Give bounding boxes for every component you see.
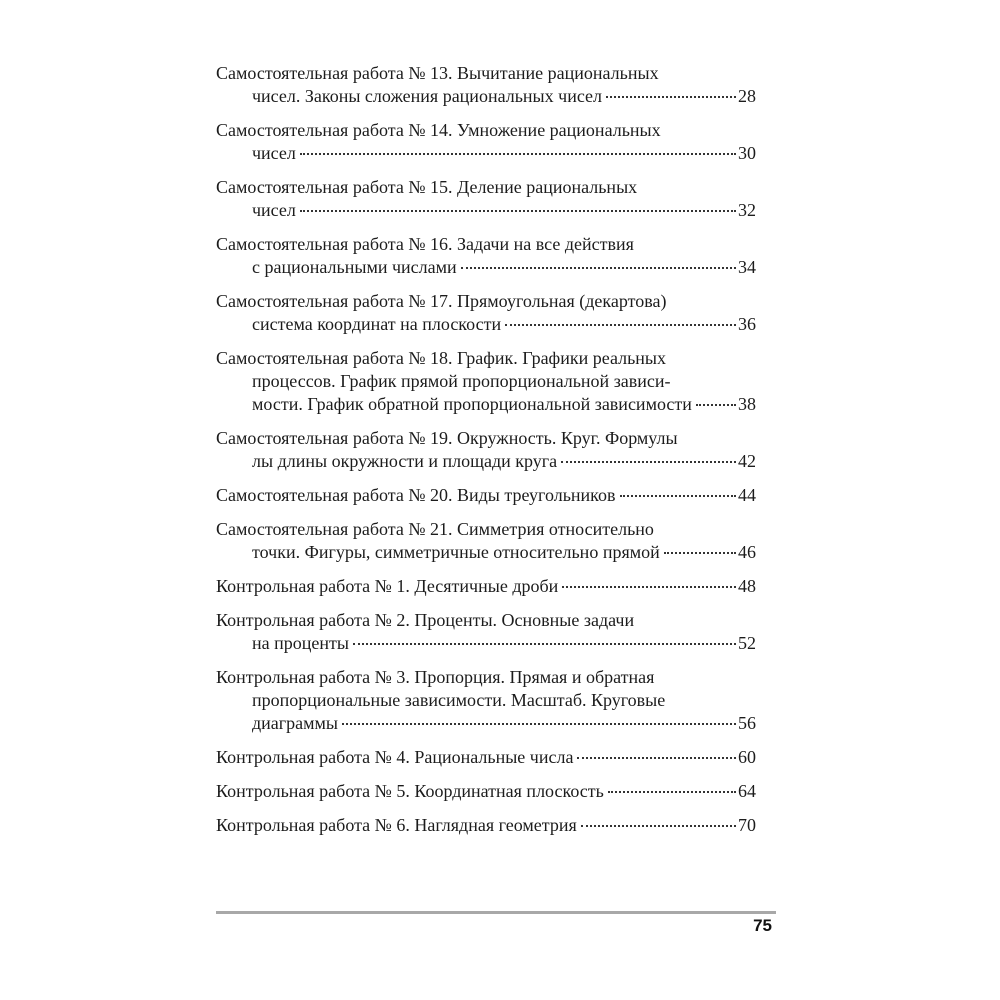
toc-entry-page: 36 <box>738 314 756 334</box>
dot-leader <box>505 324 736 326</box>
page-number: 75 <box>753 916 772 935</box>
toc-entry-title-line: Контрольная работа № 5. Координатная плоскость <box>216 781 604 801</box>
toc-entry-title-line: Контрольная работа № 1. Десятичные дроби <box>216 576 559 596</box>
toc-entry-title-line: Самостоятельная работа № 18. График. Графики реальных <box>216 348 667 368</box>
toc-entry[interactable] <box>216 176 756 222</box>
dot-leader <box>300 153 736 155</box>
toc-entry[interactable] <box>216 233 756 279</box>
toc-entry-page: 70 <box>738 815 756 835</box>
toc-entry[interactable] <box>216 119 756 165</box>
dot-leader <box>577 757 736 759</box>
toc-entry[interactable] <box>216 780 756 803</box>
toc-entry-title-line: Контрольная работа № 2. Проценты. Основные задачи <box>216 610 635 630</box>
dot-leader <box>461 267 736 269</box>
toc-entry-page: 38 <box>738 394 756 414</box>
toc-entry-page: 48 <box>738 576 756 596</box>
toc-entry[interactable] <box>216 814 756 837</box>
dot-leader <box>353 643 736 645</box>
toc-entry-title-line: с рациональными числами <box>252 257 457 277</box>
toc-entry-title-line: процессов. График прямой пропорциональной зависи- <box>252 371 671 391</box>
toc-entry[interactable] <box>216 666 756 735</box>
toc-entry-title-line: Самостоятельная работа № 19. Окружность. Круг. Формулы <box>216 428 678 448</box>
toc-entry-title-line: на проценты <box>252 633 349 653</box>
toc-entry-title-line: чисел <box>252 143 296 163</box>
toc-entry-title-line: Самостоятельная работа № 16. Задачи на все действия <box>216 234 634 254</box>
dot-leader <box>300 210 736 212</box>
toc-entry-title-line: Самостоятельная работа № 13. Вычитание рациональных <box>216 63 659 83</box>
toc-entry-page: 44 <box>738 485 756 505</box>
toc-entry-title-line: чисел <box>252 200 296 220</box>
toc-entry-page: 30 <box>738 143 756 163</box>
toc-entry-title-line: Контрольная работа № 4. Рациональные числа <box>216 747 574 767</box>
toc-entry-title-line: Самостоятельная работа № 17. Прямоугольная (декартова) <box>216 291 667 311</box>
toc-entry-title-line: диаграммы <box>252 713 339 733</box>
toc-entry[interactable] <box>216 575 756 598</box>
dot-leader <box>606 96 736 98</box>
toc-entry[interactable] <box>216 290 756 336</box>
toc-entry-page: 46 <box>738 542 756 562</box>
dot-leader <box>342 723 736 725</box>
toc-entry-page: 34 <box>738 257 756 277</box>
toc-entry[interactable] <box>216 518 756 564</box>
toc-entry-page: 32 <box>738 200 756 220</box>
footer-rule <box>216 911 776 914</box>
dot-leader <box>696 404 736 406</box>
toc-entry[interactable] <box>216 484 756 507</box>
dot-leader <box>608 791 736 793</box>
toc-entry-title-line: пропорциональные зависимости. Масштаб. Круговые <box>252 690 666 710</box>
toc-entry-title-line: Контрольная работа № 3. Пропорция. Прямая и обратная <box>216 667 655 687</box>
toc-entry[interactable] <box>216 347 756 416</box>
toc-entry[interactable] <box>216 427 756 473</box>
toc-entry-page: 56 <box>738 713 756 733</box>
toc-entry-title-line: мости. График обратной пропорциональной зависимости <box>252 394 692 414</box>
toc-entry-title-line: чисел. Законы сложения рациональных чисел <box>252 86 603 106</box>
toc-entry-title-line: Самостоятельная работа № 21. Симметрия относительно <box>216 519 654 539</box>
toc-entry-title-line: Самостоятельная работа № 14. Умножение рациональных <box>216 120 661 140</box>
dot-leader <box>664 552 736 554</box>
toc-entry-page: 42 <box>738 451 756 471</box>
dot-leader <box>561 461 736 463</box>
toc-entry-page: 52 <box>738 633 756 653</box>
toc-entry-title-line: лы длины окружности и площади круга <box>252 451 558 471</box>
toc-entry-title-line: Контрольная работа № 6. Наглядная геометрия <box>216 815 577 835</box>
toc-entry-page: 64 <box>738 781 756 801</box>
toc-entry-title-line: Самостоятельная работа № 15. Деление рациональных <box>216 177 638 197</box>
toc-entry[interactable] <box>216 62 756 108</box>
toc-entry-title-line: система координат на плоскости <box>252 314 502 334</box>
toc-entry-page: 60 <box>738 747 756 767</box>
toc-entry-title-line: точки. Фигуры, симметричные относительно прямой <box>252 542 660 562</box>
toc-entry[interactable] <box>216 609 756 655</box>
toc-entry-page: 28 <box>738 86 756 106</box>
dot-leader <box>581 825 736 827</box>
table-of-contents <box>216 62 756 848</box>
dot-leader <box>620 495 737 497</box>
toc-entry[interactable] <box>216 746 756 769</box>
dot-leader <box>562 586 736 588</box>
toc-entry-title-line: Самостоятельная работа № 20. Виды треугольников <box>216 485 616 505</box>
